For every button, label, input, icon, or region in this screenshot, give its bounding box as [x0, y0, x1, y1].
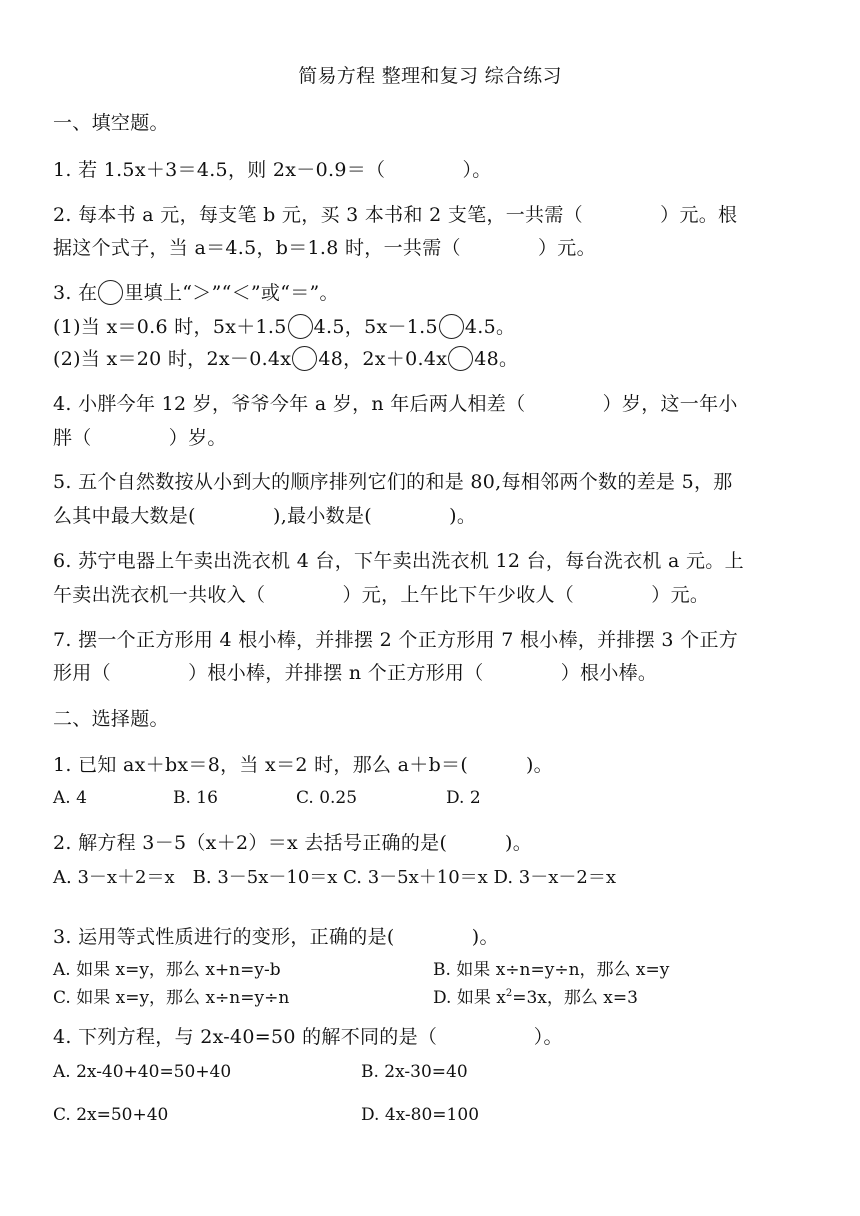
q3-2-text-b: 48，2x＋0.4x: [318, 348, 448, 370]
choice-3-option-b[interactable]: B. 如果 x÷n=y÷n，那么 x=y: [433, 960, 670, 980]
choice-1-option-b[interactable]: B. 16: [173, 788, 218, 808]
question-choice-3: 3. 运用等式性质进行的变形，正确的是( )。: [53, 926, 499, 948]
compare-circle-icon: [98, 280, 123, 305]
choice-1-option-a[interactable]: A. 4: [53, 788, 87, 808]
choice-3-option-d[interactable]: [433, 985, 638, 1011]
choice-4-option-a[interactable]: A. 2x-40+40=50+40: [53, 1062, 232, 1082]
choice-1-option-d[interactable]: D. 2: [446, 788, 481, 808]
question-fill-6-line1: 6. 苏宁电器上午卖出洗衣机 4 台，下午卖出洗衣机 12 台，每台洗衣机 a 元。上: [53, 550, 744, 572]
choice-4-option-d[interactable]: D. 4x-80=100: [361, 1105, 480, 1125]
q3-2-text-c: 48。: [474, 348, 519, 370]
question-fill-2-line1: 2. 每本书 a 元，每支笔 b 元，买 3 本书和 2 支笔，一共需（ ）元。根: [53, 204, 738, 226]
choice-1-option-c[interactable]: C. 0.25: [296, 788, 358, 808]
choice-3-option-d-exponent: 2: [505, 988, 513, 999]
choice-3-option-c[interactable]: C. 如果 x=y，那么 x÷n=y÷n: [53, 988, 290, 1008]
choice-2-options[interactable]: A. 3－x＋2＝x B. 3－5x－10＝x C. 3－5x＋10＝x D. 3－x－2＝x: [53, 867, 616, 888]
answer-circle-blank[interactable]: [448, 346, 473, 371]
answer-circle-blank[interactable]: [288, 314, 313, 339]
question-fill-5-line2: 么其中最大数是( ),最小数是( )。: [53, 505, 477, 527]
choice-4-option-b[interactable]: B. 2x-30=40: [361, 1062, 468, 1082]
question-fill-1: 1. 若 1.5x＋3＝4.5，则 2x－0.9＝（ ）。: [53, 159, 492, 181]
question-fill-4-line2: 胖（ ）岁。: [53, 427, 227, 449]
q3-1-text-a: (1)当 x＝0.6 时，5x＋1.5: [53, 316, 287, 338]
question-choice-2: 2. 解方程 3－5（x＋2）＝x 去括号正确的是( )。: [53, 832, 533, 854]
question-fill-7-line1: 7. 摆一个正方形用 4 根小棒，并排摆 2 个正方形用 7 根小棒，并排摆 3 个正方: [53, 629, 739, 651]
choice-3-option-d-text-a: D. 如果 x: [433, 988, 506, 1008]
q3-1-text-c: 4.5。: [464, 316, 516, 338]
choice-4-option-c[interactable]: C. 2x=50+40: [53, 1105, 169, 1125]
choice-3-option-a[interactable]: A. 如果 x=y，那么 x+n=y-b: [53, 960, 281, 980]
question-fill-5-line1: 5. 五个自然数按从小到大的顺序排列它们的和是 80,每相邻两个数的差是 5，那: [53, 471, 733, 493]
question-choice-4: 4. 下列方程，与 2x-40=50 的解不同的是（ ）。: [53, 1026, 563, 1048]
section-heading-choice: 二、选择题。: [53, 708, 169, 730]
question-fill-3: [53, 279, 339, 307]
question-fill-3-part1: [53, 313, 515, 341]
question-fill-6-line2: 午卖出洗衣机一共收入（ ）元，上午比下午少收人（ ）元。: [53, 584, 710, 606]
question-choice-1: 1. 已知 ax＋bx＝8，当 x＝2 时，那么 a＋b＝( )。: [53, 754, 553, 776]
question-fill-2-line2: 据这个式子，当 a＝4.5，b＝1.8 时，一共需（ ）元。: [53, 237, 596, 259]
page-title: 简易方程 整理和复习 综合练习: [298, 65, 562, 87]
question-fill-3-part2: [53, 345, 518, 373]
answer-circle-blank[interactable]: [292, 346, 317, 371]
q3-1-text-b: 4.5，5x－1.5: [313, 316, 438, 338]
answer-circle-blank[interactable]: [439, 314, 464, 339]
question-fill-4-line1: 4. 小胖今年 12 岁，爷爷今年 a 岁，n 年后两人相差（ ）岁，这一年小: [53, 393, 738, 415]
q3-text-a: 3. 在: [53, 282, 98, 304]
q3-2-text-a: (2)当 x＝20 时，2x－0.4x: [53, 348, 292, 370]
q3-text-b: 里填上“＞”“＜”或“＝”。: [124, 282, 339, 304]
section-heading-fill-blank: 一、填空题。: [53, 112, 169, 134]
question-fill-7-line2: 形用（ ）根小棒，并排摆 n 个正方形用（ ）根小棒。: [53, 662, 658, 684]
choice-3-option-d-text-b: =3x，那么 x=3: [512, 988, 638, 1008]
